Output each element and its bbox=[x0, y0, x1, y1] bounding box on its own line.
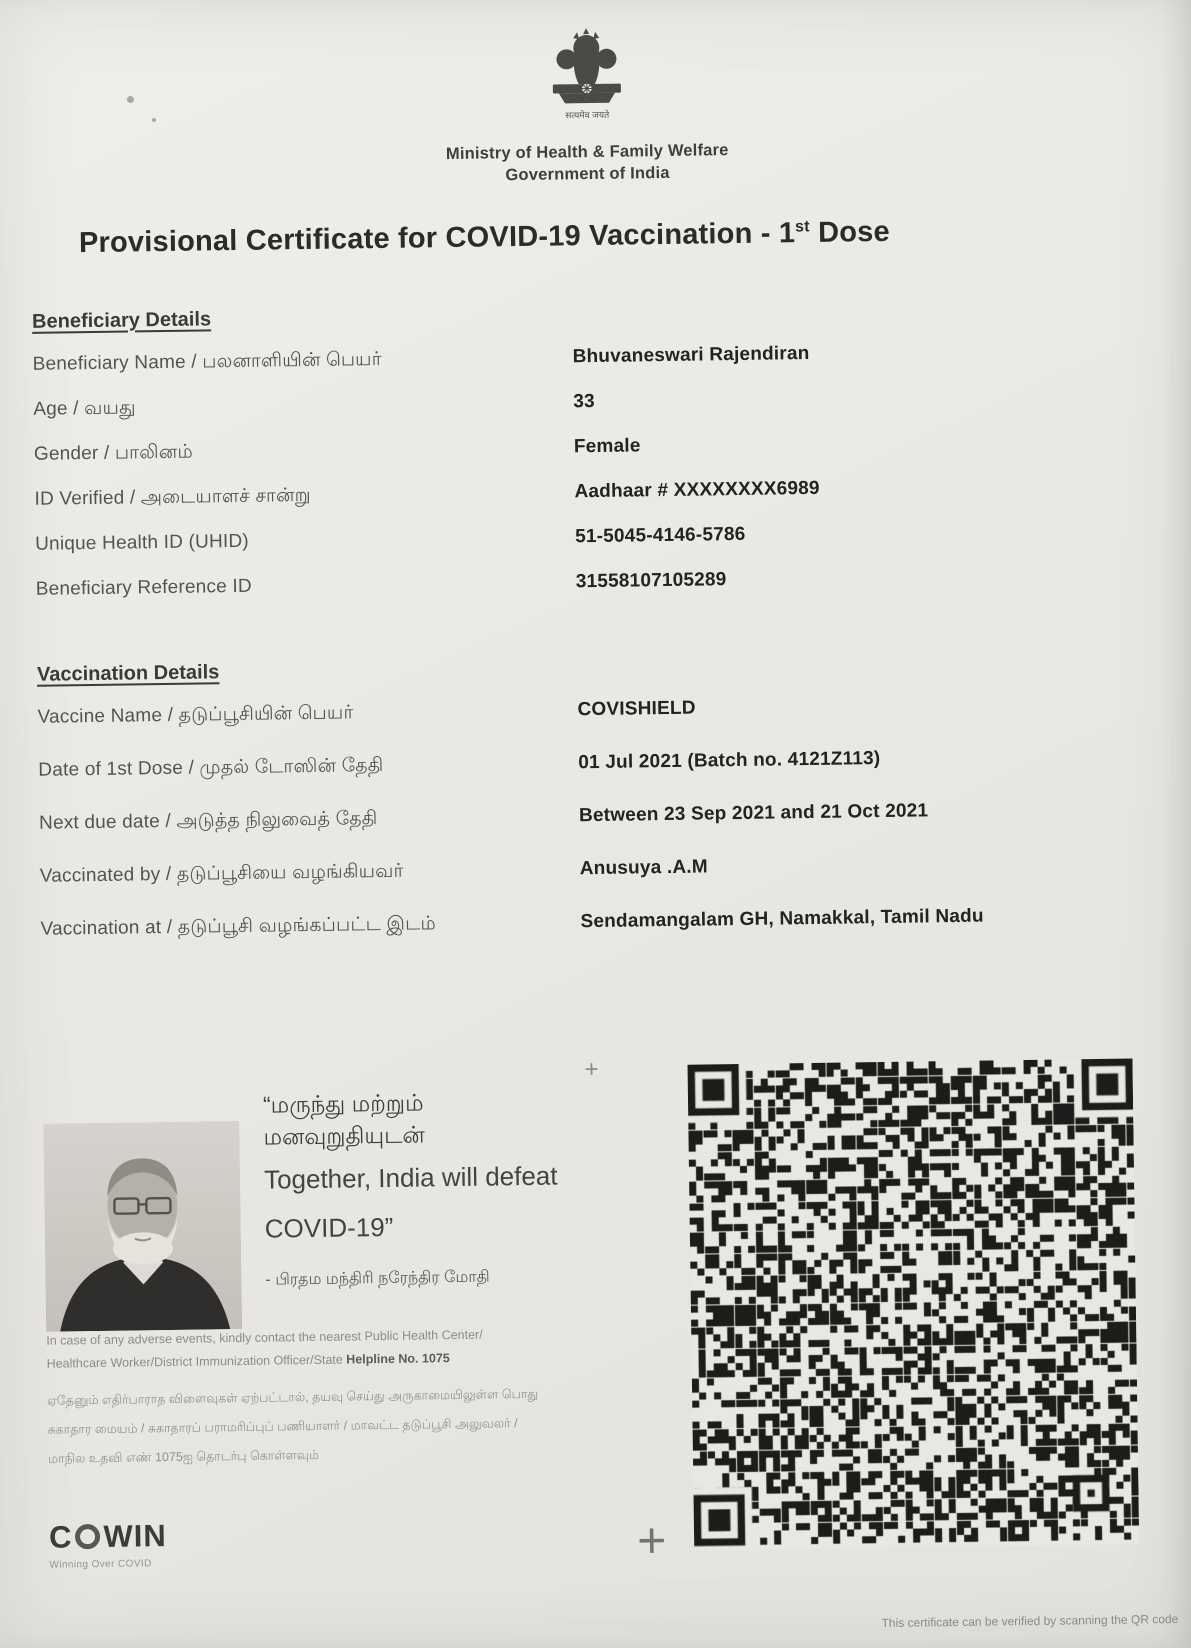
helpline-number: Helpline No. 1075 bbox=[346, 1351, 450, 1367]
quote-english-line1: Together, India will defeat bbox=[263, 1160, 558, 1195]
vaccination-details-section bbox=[37, 648, 1154, 972]
india-emblem bbox=[544, 25, 630, 135]
vaccination-details-heading: Vaccination Details bbox=[36, 660, 220, 686]
field-value: 01 Jul 2021 (Batch no. 4121Z113) bbox=[578, 747, 881, 773]
title-superscript: st bbox=[794, 217, 810, 236]
ministry-header bbox=[0, 133, 1183, 194]
field-label: Vaccinated by / தடுப்பூசியை வழங்கியவர் bbox=[39, 860, 404, 887]
field-value: 51-5045-4146-5786 bbox=[574, 523, 746, 547]
qr-caption: This certificate can be verified by scanning the QR code bbox=[881, 1611, 1179, 1630]
field-value: Bhuvaneswari Rajendiran bbox=[572, 342, 810, 367]
cowin-wordmark bbox=[49, 1518, 167, 1556]
certificate-footer bbox=[43, 1055, 1179, 1647]
field-label: Beneficiary Reference ID bbox=[35, 575, 252, 600]
field-value: Anusuya .A.M bbox=[579, 855, 708, 879]
vaccination-rows bbox=[37, 691, 1154, 972]
helpline-notice-english bbox=[46, 1321, 617, 1376]
field-label: Age / வயது bbox=[33, 396, 136, 420]
pm-modi-photo bbox=[43, 1121, 242, 1332]
cowin-logo bbox=[49, 1518, 167, 1571]
title-text: Provisional Certificate for COVID-19 Vaccination - 1 bbox=[78, 216, 796, 259]
qr-code bbox=[688, 1058, 1140, 1550]
field-label: Unique Health ID (UHID) bbox=[35, 530, 249, 555]
field-label: Beneficiary Name / பலனாளியின் பெயர் bbox=[32, 348, 382, 375]
helpline-en-line1: In case of any adverse events, kindly contact the nearest Public Health Center/ bbox=[46, 1327, 483, 1348]
quote-tamil-line1: “மருந்து மற்றும் bbox=[262, 1088, 424, 1118]
ministry-line2: Government of India bbox=[505, 164, 670, 185]
field-label: Vaccine Name / தடுப்பூசியின் பெயர் bbox=[37, 701, 354, 728]
field-value: 31558107105289 bbox=[575, 568, 727, 592]
beneficiary-details-heading: Beneficiary Details bbox=[31, 307, 212, 333]
cowin-o-icon bbox=[75, 1524, 100, 1549]
helpline-ta-line2: சுகாதார மையம் / சுகாதாரப் பராமரிப்புப் பணியாளர் / மாவட்ட தடுப்பூசி அலுவலர் / bbox=[47, 1415, 518, 1437]
helpline-en-line2-text: Healthcare Worker/District Immunization Officer/State bbox=[46, 1352, 347, 1372]
field-value: 33 bbox=[573, 390, 595, 412]
registration-mark-big: + bbox=[636, 1511, 667, 1569]
quote-tamil-line2: மனவுறுதியுடன் bbox=[263, 1121, 425, 1150]
certificate-title bbox=[79, 212, 1134, 260]
emblem-motto: सत्यमेव जयते bbox=[564, 109, 609, 121]
india-emblem-icon bbox=[544, 25, 629, 130]
field-value: Sendamangalam GH, Namakkal, Tamil Nadu bbox=[580, 905, 984, 932]
ministry-line1: Ministry of Health & Family Welfare bbox=[445, 141, 729, 164]
helpline-ta-line1: ஏதேனும் எதிர்பாராத விளைவுகள் ஏற்பட்டால், தயவு செய்து அருகாமையிலுள்ள பொது bbox=[47, 1386, 539, 1408]
cowin-tagline: Winning Over COVID bbox=[49, 1557, 152, 1571]
cowin-letter-c: C bbox=[48, 1518, 73, 1555]
field-value: Female bbox=[573, 434, 641, 457]
field-label: Next due date / அடுத்த நிலுவைத் தேதி bbox=[38, 807, 378, 834]
field-value: Between 23 Sep 2021 and 21 Oct 2021 bbox=[578, 799, 929, 826]
beneficiary-rows bbox=[33, 338, 1150, 624]
quote-english-line2: COVID-19” bbox=[264, 1211, 394, 1244]
cowin-letters-win: WIN bbox=[103, 1517, 167, 1554]
beneficiary-details-section bbox=[32, 295, 1149, 624]
field-label: Gender / பாலினம் bbox=[33, 441, 194, 465]
field-value: Aadhaar # XXXXXXXX6989 bbox=[574, 477, 820, 502]
title-suffix: Dose bbox=[809, 215, 891, 249]
registration-mark-small: + bbox=[584, 1055, 599, 1083]
helpline-notice-tamil bbox=[47, 1385, 648, 1480]
field-label: Vaccination at / தடுப்பூசி வழங்கப்பட்ட இடம் bbox=[40, 912, 437, 940]
field-value: COVISHIELD bbox=[577, 697, 696, 720]
helpline-ta-line3: மாநில உதவி எண் 1075ஐ தொடர்பு கொள்ளவும் bbox=[47, 1447, 319, 1466]
field-label: Date of 1st Dose / முதல் டோஸின் தேதி bbox=[38, 754, 384, 781]
quote-block bbox=[263, 1083, 666, 1291]
field-label: ID Verified / அடையாளச் சான்று bbox=[34, 484, 311, 510]
quote-attribution: - பிரதம மந்திரி நரேந்திர மோதி bbox=[265, 1268, 490, 1289]
